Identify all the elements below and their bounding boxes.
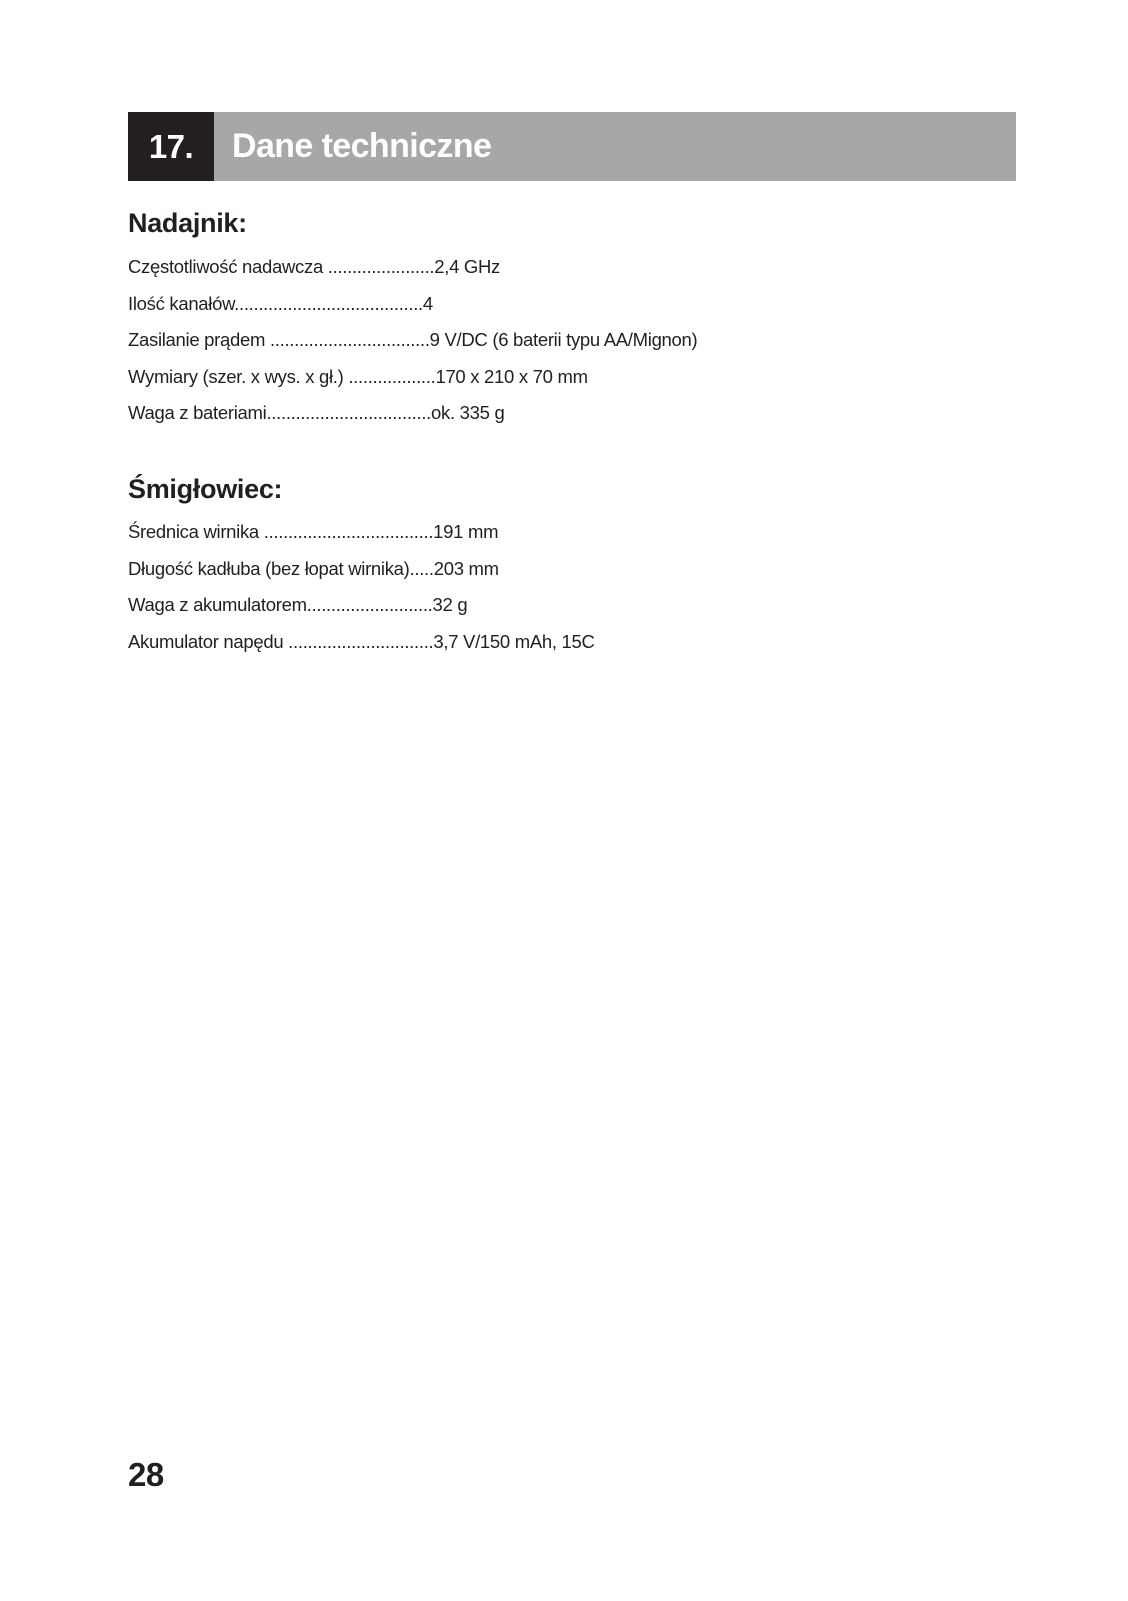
transmitter-spec-list [128,249,828,432]
spec-row: Waga z bateriami..................................ok. 335 g [128,402,505,423]
spec-row: Wymiary (szer. x wys. x gł.) ..................170 x 210 x 70 mm [128,365,588,387]
spec-row: Waga z akumulatorem..........................32 g [128,594,468,615]
page-number: 28 [128,1456,164,1493]
section-header [128,112,1016,181]
spec-row: Długość kadłuba (bez łopat wirnika).....203 mm [128,557,499,579]
spec-row: Zasilanie prądem .................................9 V/DC (6 baterii typu AA/Mignon) [128,329,698,350]
spec-row: Ilość kanałów.......................................4 [128,292,433,314]
helicopter-heading: Śmigłowiec: [128,474,283,504]
transmitter-heading: Nadajnik: [128,208,247,238]
spec-row: Częstotliwość nadawcza ......................2,4 GHz [128,256,501,277]
spec-row: Średnica wirnika ...................................191 mm [128,521,499,542]
helicopter-spec-list [128,514,828,660]
section-title: Dane techniczne [232,127,492,165]
spec-row: Akumulator napędu ..............................3,7 V/150 mAh, 15C [128,630,595,652]
section-number: 17. [128,112,214,181]
